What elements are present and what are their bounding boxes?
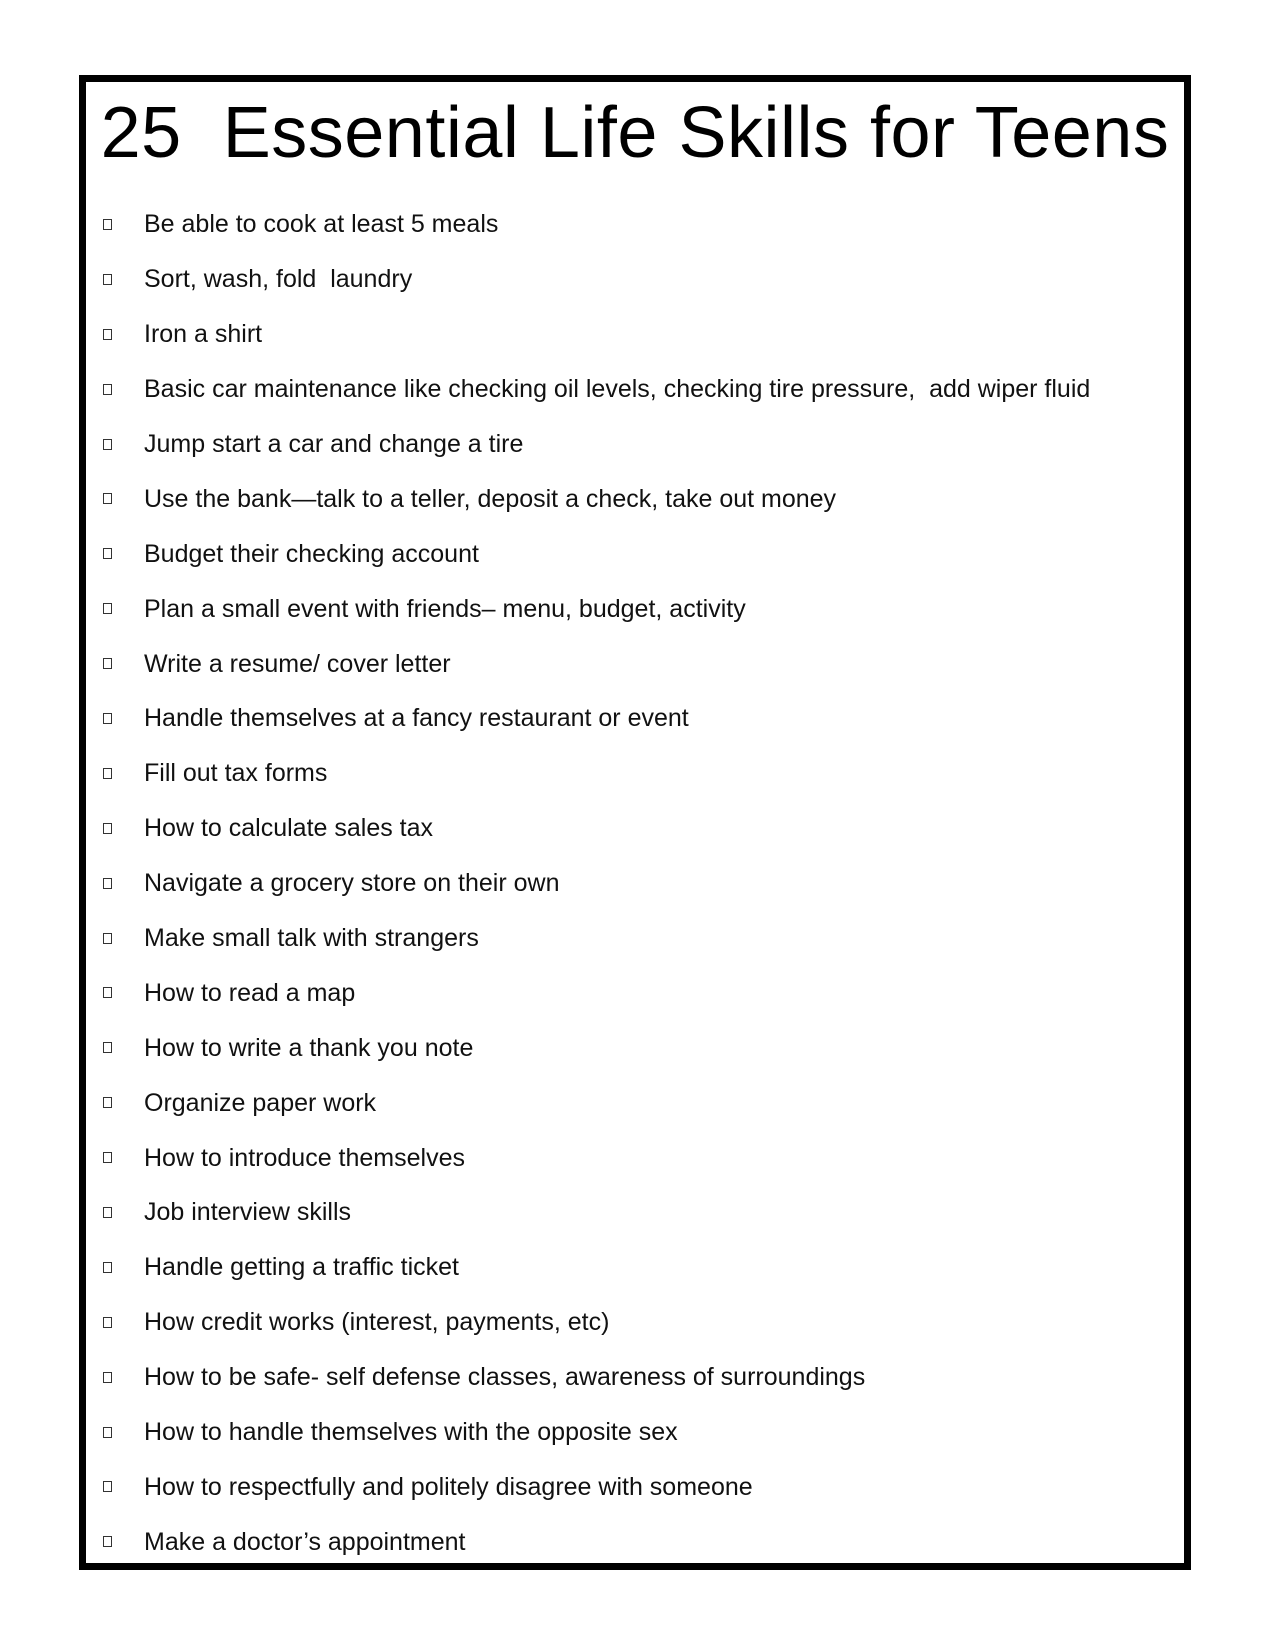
checklist-item	[103, 1130, 1090, 1185]
checkbox-icon[interactable]	[103, 1097, 112, 1108]
checkbox-icon[interactable]	[103, 493, 112, 504]
checklist-item	[103, 471, 1090, 526]
checklist-item	[103, 691, 1090, 746]
checkbox-icon[interactable]	[103, 439, 112, 450]
checklist-item	[103, 252, 1090, 307]
checkbox-icon[interactable]	[103, 823, 112, 834]
checkbox-icon[interactable]	[103, 1481, 112, 1492]
checkbox-icon[interactable]	[103, 603, 112, 614]
checklist-item-label: How to read a map	[144, 978, 356, 1007]
checklist-item-label: How to handle themselves with the opposite sex	[144, 1418, 678, 1447]
checklist-item	[103, 1020, 1090, 1075]
checkbox-icon[interactable]	[103, 1372, 112, 1383]
checklist-item	[103, 1514, 1090, 1569]
checkbox-icon[interactable]	[103, 1317, 112, 1328]
page-border-frame	[79, 75, 1191, 1570]
checklist-item-label: Write a resume/ cover letter	[144, 649, 451, 678]
checklist-item-label: Handle themselves at a fancy restaurant or event	[144, 704, 689, 733]
checklist-item-label: How to write a thank you note	[144, 1033, 474, 1062]
checklist-item-label: Fill out tax forms	[144, 759, 328, 788]
checklist-item	[103, 362, 1090, 417]
checkbox-icon[interactable]	[103, 713, 112, 724]
checkbox-icon[interactable]	[103, 1427, 112, 1438]
checkbox-icon[interactable]	[103, 658, 112, 669]
checklist-item-label: How to respectfully and politely disagree with someone	[144, 1472, 753, 1501]
checkbox-icon[interactable]	[103, 933, 112, 944]
checklist-item	[103, 1240, 1090, 1295]
checklist-item-label: Handle getting a traffic ticket	[144, 1253, 459, 1282]
checklist-item	[103, 746, 1090, 801]
skills-checklist	[103, 197, 1090, 1569]
checklist-item-label: Use the bank—talk to a teller, deposit a check, take out money	[144, 484, 837, 513]
checklist-item	[103, 197, 1090, 252]
checkbox-icon[interactable]	[103, 274, 112, 285]
checkbox-icon[interactable]	[103, 384, 112, 395]
page-title: 25 Essential Life Skills for Teens	[100, 93, 1170, 173]
checklist-item	[103, 911, 1090, 966]
checklist-item-label: Plan a small event with friends– menu, budget, activity	[144, 594, 746, 623]
checklist-item	[103, 526, 1090, 581]
checklist-item	[103, 1459, 1090, 1514]
checklist-item	[103, 1350, 1090, 1405]
checklist-item-label: Make a doctor’s appointment	[144, 1527, 466, 1556]
checkbox-icon[interactable]	[103, 987, 112, 998]
checklist-item-label: How credit works (interest, payments, etc)	[144, 1308, 610, 1337]
checklist-item	[103, 307, 1090, 362]
checklist-item-label: Be able to cook at least 5 meals	[144, 210, 499, 239]
checklist-item-label: Organize paper work	[144, 1088, 377, 1117]
checklist-item	[103, 581, 1090, 636]
checklist-item-label: Jump start a car and change a tire	[144, 430, 524, 458]
checkbox-icon[interactable]	[103, 329, 112, 340]
checklist-item-label: Sort, wash, fold laundry	[144, 265, 413, 294]
checklist-item	[103, 417, 1090, 472]
checklist-item	[103, 1185, 1090, 1240]
checklist-item-label: Basic car maintenance like checking oil levels, checking tire pressure, add wiper fluid	[144, 375, 1091, 404]
checklist-item	[103, 1075, 1090, 1130]
checklist-item-label: Job interview skills	[144, 1198, 352, 1227]
checklist-item-label: How to introduce themselves	[144, 1143, 465, 1172]
checklist-item	[103, 856, 1090, 911]
checkbox-icon[interactable]	[103, 878, 112, 889]
checkbox-icon[interactable]	[103, 1536, 112, 1547]
checkbox-icon[interactable]	[103, 1152, 112, 1163]
checkbox-icon[interactable]	[103, 548, 112, 559]
checklist-item-label: Make small talk with strangers	[144, 924, 479, 953]
checklist-item	[103, 965, 1090, 1020]
checklist-item-label: How to calculate sales tax	[144, 814, 434, 843]
checkbox-icon[interactable]	[103, 1207, 112, 1218]
checklist-item	[103, 636, 1090, 691]
checklist-item-label: Navigate a grocery store on their own	[144, 869, 560, 898]
checklist-item	[103, 1405, 1090, 1460]
checklist-item-label: Iron a shirt	[144, 320, 263, 349]
checkbox-icon[interactable]	[103, 1042, 112, 1053]
checkbox-icon[interactable]	[103, 219, 112, 230]
checkbox-icon[interactable]	[103, 768, 112, 779]
checklist-item-label: How to be safe- self defense classes, awareness of surroundings	[144, 1363, 866, 1392]
checklist-item	[103, 801, 1090, 856]
checkbox-icon[interactable]	[103, 1262, 112, 1273]
checklist-item-label: Budget their checking account	[144, 539, 479, 568]
checklist-item	[103, 1295, 1090, 1350]
